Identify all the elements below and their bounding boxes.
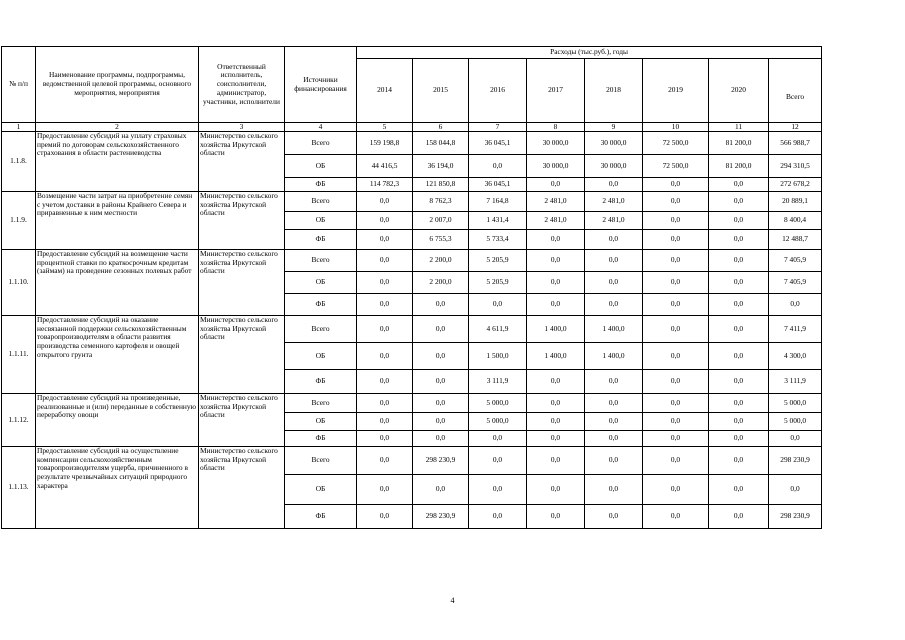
value-cell: 0,0	[585, 230, 643, 250]
table-row	[2, 316, 822, 343]
value-cell: 6 755,3	[413, 230, 469, 250]
value-cell: 0,0	[357, 343, 413, 370]
row-source: ФБ	[285, 230, 357, 250]
row-source: ФБ	[285, 370, 357, 394]
row-source: Всего	[285, 447, 357, 475]
column-number: 7	[469, 123, 527, 132]
value-cell: 0,0	[357, 294, 413, 316]
value-cell: 298 230,9	[413, 505, 469, 529]
value-cell: 0,0	[769, 431, 822, 447]
value-cell: 12 488,7	[769, 230, 822, 250]
column-number: 4	[285, 123, 357, 132]
value-cell: 72 500,0	[643, 155, 709, 178]
value-cell: 159 198,8	[357, 132, 413, 155]
row-code: 1.1.11.	[2, 316, 36, 394]
value-cell: 1 400,0	[527, 343, 585, 370]
row-org: Министерство сельского хозяйства Иркутской области	[199, 394, 285, 447]
value-cell: 0,0	[413, 316, 469, 343]
value-cell: 5 205,9	[469, 250, 527, 272]
row-source: Всего	[285, 394, 357, 413]
row-source: Всего	[285, 192, 357, 212]
value-cell: 0,0	[527, 413, 585, 431]
row-source: ОБ	[285, 413, 357, 431]
value-cell: 0,0	[413, 475, 469, 505]
value-cell: 0,0	[357, 272, 413, 294]
value-cell: 0,0	[469, 505, 527, 529]
table-row	[2, 132, 822, 155]
value-cell: 36 194,0	[413, 155, 469, 178]
row-code: 1.1.8.	[2, 132, 36, 192]
value-cell: 0,0	[469, 155, 527, 178]
column-numbers-row	[2, 123, 822, 132]
value-cell: 0,0	[709, 343, 769, 370]
value-cell: 0,0	[469, 475, 527, 505]
value-cell: 7 164,8	[469, 192, 527, 212]
value-cell: 0,0	[709, 294, 769, 316]
value-cell: 0,0	[357, 447, 413, 475]
value-cell: 0,0	[527, 250, 585, 272]
value-cell: 0,0	[643, 413, 709, 431]
value-cell: 0,0	[709, 178, 769, 192]
value-cell: 0,0	[709, 394, 769, 413]
column-number: 2	[36, 123, 199, 132]
value-cell: 30 000,0	[527, 155, 585, 178]
value-cell: 0,0	[469, 447, 527, 475]
row-source: ОБ	[285, 212, 357, 230]
column-number: 8	[527, 123, 585, 132]
row-code: 1.1.13.	[2, 447, 36, 529]
value-cell: 294 310,5	[769, 155, 822, 178]
value-cell: 0,0	[527, 394, 585, 413]
value-cell: 5 000,0	[769, 394, 822, 413]
row-name: Предоставление субсидий на произведенные, реализованные и (или) переданные в собственную переработку овощи	[36, 394, 199, 447]
value-cell: 2 481,0	[585, 212, 643, 230]
row-name: Возмещение части затрат на приобретение семян с учетом доставки в районы Крайнего Севера и приравненные к ним местности	[36, 192, 199, 250]
value-cell: 8 400,4	[769, 212, 822, 230]
value-cell: 0,0	[643, 230, 709, 250]
value-cell: 36 045,1	[469, 178, 527, 192]
value-cell: 2 481,0	[527, 192, 585, 212]
value-cell: 121 850,8	[413, 178, 469, 192]
value-cell: 298 230,9	[769, 505, 822, 529]
value-cell: 0,0	[709, 413, 769, 431]
value-cell: 20 889,1	[769, 192, 822, 212]
value-cell: 0,0	[643, 505, 709, 529]
value-cell: 0,0	[413, 394, 469, 413]
value-cell: 2 481,0	[527, 212, 585, 230]
column-number: 10	[643, 123, 709, 132]
value-cell: 0,0	[709, 475, 769, 505]
header-num: № п/п	[2, 47, 36, 123]
value-cell: 0,0	[527, 475, 585, 505]
value-cell: 566 988,7	[769, 132, 822, 155]
value-cell: 81 200,0	[709, 132, 769, 155]
value-cell: 0,0	[585, 505, 643, 529]
value-cell: 0,0	[357, 475, 413, 505]
row-source: ФБ	[285, 431, 357, 447]
row-name: Предоставление субсидий на уплату страховых премий по договорам сельскохозяйственного страхования в области растениеводства	[36, 132, 199, 192]
row-org: Министерство сельского хозяйства Иркутской области	[199, 250, 285, 316]
value-cell: 1 500,0	[469, 343, 527, 370]
value-cell: 0,0	[527, 431, 585, 447]
value-cell: 1 431,4	[469, 212, 527, 230]
value-cell: 5 205,9	[469, 272, 527, 294]
value-cell: 0,0	[357, 316, 413, 343]
page-number: 4	[450, 596, 455, 605]
value-cell: 0,0	[413, 431, 469, 447]
row-org: Министерство сельского хозяйства Иркутской области	[199, 192, 285, 250]
value-cell: 0,0	[527, 272, 585, 294]
column-number: 1	[2, 123, 36, 132]
table-row	[2, 447, 822, 475]
table-row	[2, 250, 822, 272]
header-responsible: Ответственный исполнитель, соисполнители, администратор, участники, исполнители	[199, 47, 285, 123]
header-expenses: Расходы (тыс.руб.), годы	[357, 47, 822, 59]
value-cell: 0,0	[709, 316, 769, 343]
table-row	[2, 394, 822, 413]
value-cell: 3 111,9	[469, 370, 527, 394]
value-cell: 0,0	[527, 447, 585, 475]
value-cell: 5 733,4	[469, 230, 527, 250]
value-cell: 0,0	[469, 431, 527, 447]
value-cell: 0,0	[643, 316, 709, 343]
value-cell: 0,0	[769, 475, 822, 505]
value-cell: 0,0	[643, 212, 709, 230]
value-cell: 5 000,0	[469, 394, 527, 413]
value-cell: 7 411,9	[769, 316, 822, 343]
value-cell: 30 000,0	[585, 132, 643, 155]
row-source: Всего	[285, 132, 357, 155]
value-cell: 0,0	[413, 413, 469, 431]
header-name: Наименование программы, подпрограммы, ведомственной целевой программы, основного мероприятия, мероприятия	[36, 47, 199, 123]
value-cell: 2 200,0	[413, 272, 469, 294]
value-cell: 0,0	[643, 370, 709, 394]
value-cell: 0,0	[585, 394, 643, 413]
row-name: Предоставление субсидий на оказание несвязанной поддержки сельскохозяйственным товаропроизводителям в области развития производства семенного картофеля и овощей открытого грунта	[36, 316, 199, 394]
value-cell: 8 762,3	[413, 192, 469, 212]
header-year: 2019	[643, 59, 709, 123]
value-cell: 0,0	[357, 250, 413, 272]
value-cell: 1 400,0	[585, 316, 643, 343]
value-cell: 44 416,5	[357, 155, 413, 178]
value-cell: 30 000,0	[527, 132, 585, 155]
value-cell: 0,0	[709, 370, 769, 394]
value-cell: 0,0	[413, 343, 469, 370]
value-cell: 0,0	[643, 394, 709, 413]
value-cell: 2 481,0	[585, 192, 643, 212]
value-cell: 0,0	[357, 394, 413, 413]
column-number: 9	[585, 123, 643, 132]
value-cell: 1 400,0	[527, 316, 585, 343]
value-cell: 0,0	[527, 505, 585, 529]
value-cell: 0,0	[585, 475, 643, 505]
row-source: Всего	[285, 316, 357, 343]
row-source: ОБ	[285, 272, 357, 294]
header-year: 2015	[413, 59, 469, 123]
value-cell: 3 111,9	[769, 370, 822, 394]
header-year: 2017	[527, 59, 585, 123]
value-cell: 2 007,0	[413, 212, 469, 230]
value-cell: 36 045,1	[469, 132, 527, 155]
value-cell: 114 782,3	[357, 178, 413, 192]
row-name: Предоставление субсидий на возмещение части процентной ставки по краткосрочным кредитам (займам) на проведение сезонных полевых работ	[36, 250, 199, 316]
value-cell: 0,0	[709, 272, 769, 294]
value-cell: 0,0	[709, 192, 769, 212]
value-cell: 1 400,0	[585, 343, 643, 370]
value-cell: 0,0	[585, 370, 643, 394]
column-number: 12	[769, 123, 822, 132]
column-number: 11	[709, 123, 769, 132]
value-cell: 0,0	[709, 447, 769, 475]
value-cell: 0,0	[413, 370, 469, 394]
column-number: 6	[413, 123, 469, 132]
value-cell: 0,0	[643, 272, 709, 294]
value-cell: 0,0	[585, 250, 643, 272]
value-cell: 0,0	[585, 178, 643, 192]
value-cell: 30 000,0	[585, 155, 643, 178]
value-cell: 0,0	[709, 505, 769, 529]
row-source: ФБ	[285, 178, 357, 192]
value-cell: 0,0	[643, 447, 709, 475]
value-cell: 0,0	[357, 192, 413, 212]
row-source: ОБ	[285, 343, 357, 370]
value-cell: 0,0	[357, 370, 413, 394]
row-name: Предоставление субсидий на осуществление компенсации сельскохозяйственным товаропроизводителям ущерба, причиненного в результате чрезвычайных ситуаций природного характера	[36, 447, 199, 529]
value-cell: 0,0	[585, 294, 643, 316]
value-cell: 4 300,0	[769, 343, 822, 370]
row-org: Министерство сельского хозяйства Иркутской области	[199, 132, 285, 192]
header-year: 2018	[585, 59, 643, 123]
value-cell: 72 500,0	[643, 132, 709, 155]
value-cell: 0,0	[527, 370, 585, 394]
row-source: Всего	[285, 250, 357, 272]
value-cell: 0,0	[357, 431, 413, 447]
column-number: 5	[357, 123, 413, 132]
value-cell: 158 044,8	[413, 132, 469, 155]
value-cell: 0,0	[585, 447, 643, 475]
value-cell: 0,0	[643, 192, 709, 212]
value-cell: 0,0	[527, 178, 585, 192]
value-cell: 5 000,0	[769, 413, 822, 431]
value-cell: 81 200,0	[709, 155, 769, 178]
value-cell: 5 000,0	[469, 413, 527, 431]
value-cell: 0,0	[709, 230, 769, 250]
value-cell: 0,0	[709, 212, 769, 230]
value-cell: 272 678,2	[769, 178, 822, 192]
value-cell: 0,0	[527, 294, 585, 316]
value-cell: 0,0	[413, 294, 469, 316]
value-cell: 298 230,9	[769, 447, 822, 475]
column-number: 3	[199, 123, 285, 132]
row-source: ОБ	[285, 155, 357, 178]
value-cell: 0,0	[643, 178, 709, 192]
value-cell: 0,0	[357, 413, 413, 431]
value-cell: 7 405,9	[769, 250, 822, 272]
row-org: Министерство сельского хозяйства Иркутской области	[199, 447, 285, 529]
value-cell: 7 405,9	[769, 272, 822, 294]
value-cell: 0,0	[643, 250, 709, 272]
header-year: 2020	[709, 59, 769, 123]
value-cell: 0,0	[585, 431, 643, 447]
value-cell: 0,0	[357, 505, 413, 529]
row-org: Министерство сельского хозяйства Иркутской области	[199, 316, 285, 394]
value-cell: 0,0	[527, 230, 585, 250]
value-cell: 0,0	[357, 230, 413, 250]
value-cell: 0,0	[469, 294, 527, 316]
value-cell: 0,0	[585, 272, 643, 294]
row-code: 1.1.12.	[2, 394, 36, 447]
row-source: ФБ	[285, 294, 357, 316]
header-year: 2016	[469, 59, 527, 123]
row-source: ФБ	[285, 505, 357, 529]
value-cell: 0,0	[643, 431, 709, 447]
value-cell: 0,0	[643, 475, 709, 505]
header-year: 2014	[357, 59, 413, 123]
value-cell: 0,0	[709, 250, 769, 272]
header-total: Всего	[769, 59, 822, 123]
row-code: 1.1.9.	[2, 192, 36, 250]
value-cell: 0,0	[357, 212, 413, 230]
header-source: Источники финансирования	[285, 47, 357, 123]
value-cell: 2 200,0	[413, 250, 469, 272]
value-cell: 0,0	[643, 294, 709, 316]
value-cell: 0,0	[585, 413, 643, 431]
value-cell: 298 230,9	[413, 447, 469, 475]
value-cell: 4 611,9	[469, 316, 527, 343]
row-code: 1.1.10.	[2, 250, 36, 316]
value-cell: 0,0	[643, 343, 709, 370]
value-cell: 0,0	[709, 431, 769, 447]
value-cell: 0,0	[769, 294, 822, 316]
table-row	[2, 192, 822, 212]
budget-table	[1, 46, 822, 529]
row-source: ОБ	[285, 475, 357, 505]
